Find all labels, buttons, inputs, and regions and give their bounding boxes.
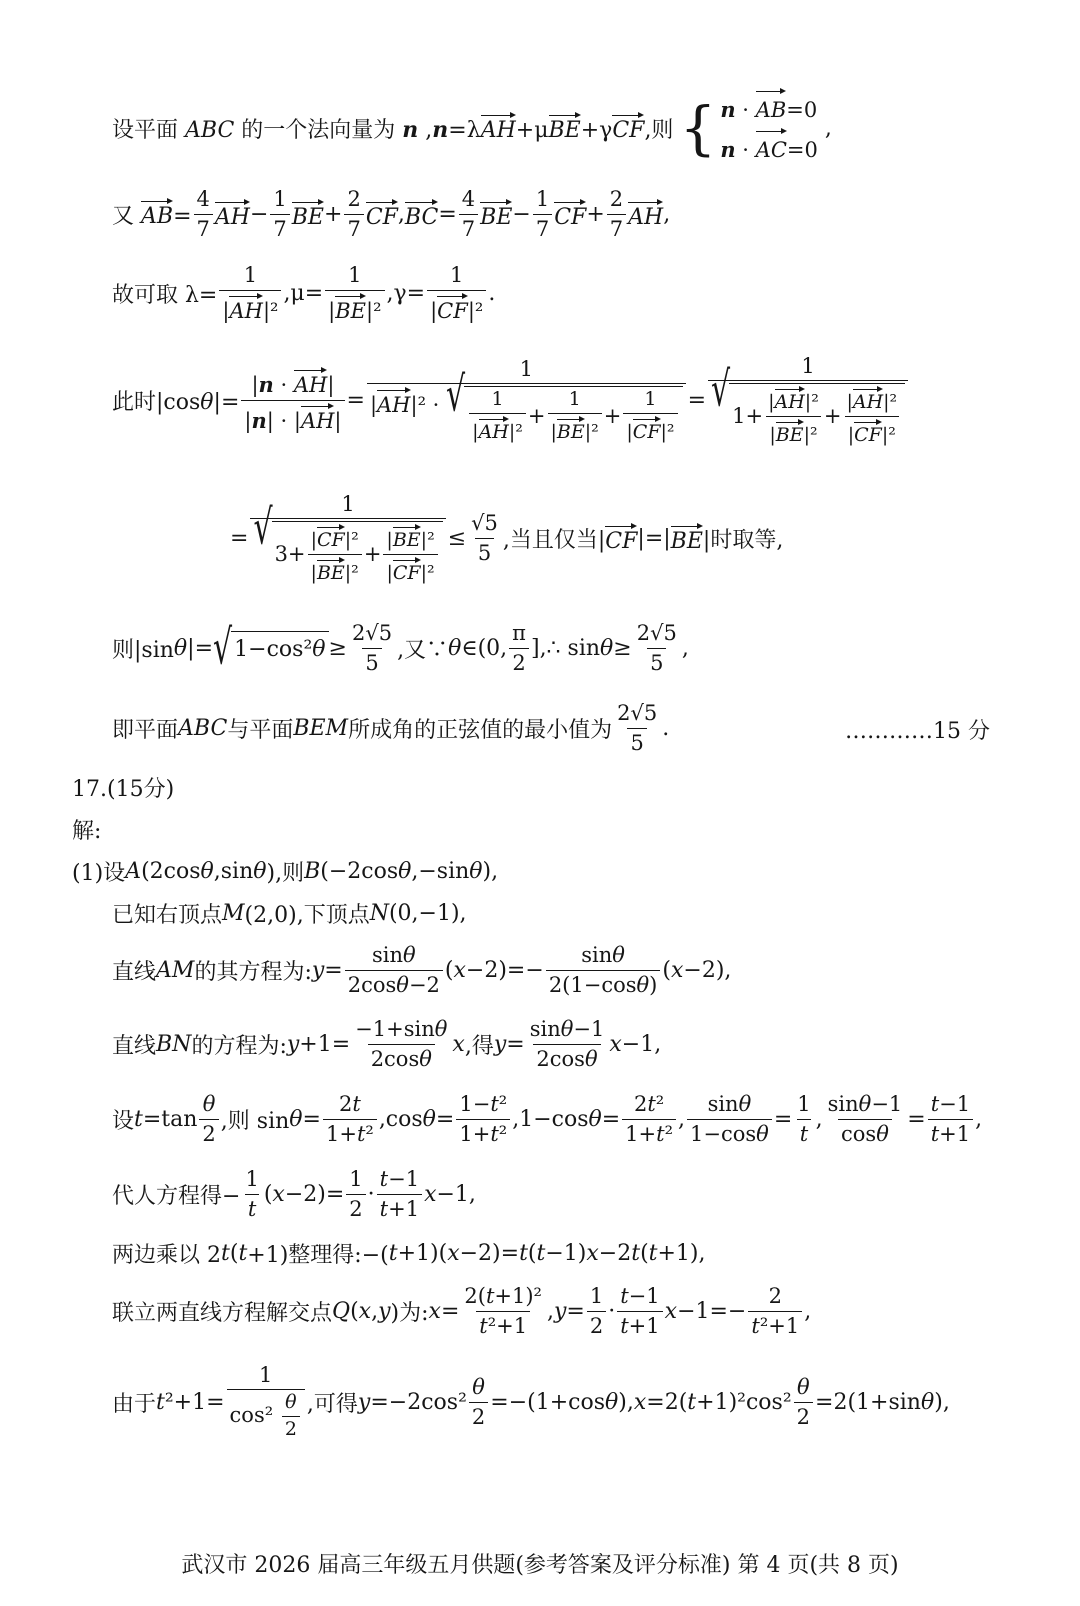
q17-line-8: 联立两直线方程解交点 Q ( x , y )为: x = $\frac{\text{2(t+1)²}}{\text{t²+1}}$ , y = $\frac{1}{2}$ · $\frac{t-1}{t+1}$ x −1=− $\frac{2}{\text{t²+1}}$ , — [112, 1284, 812, 1338]
conclusion-line: 即平面 ABC 与平面 BEM 所成角的正弦值的最小值为 $\frac{2√5}{5}$ . — [112, 701, 670, 755]
q17-line-9: 由于 t ²+1= 1 cos² $\frac{\theta}{2}$ ,可得 y =−2cos² $\frac{\theta}{2}$ =−(1+cos θ ), x =2( t +1)²cos² $\frac{\theta}{2}$ =2(1+sin θ ), — [112, 1363, 950, 1441]
normal-vector-line: 设平面 ABC 的一个法向量为 n ,n=λAH+μBE+γCF,则 { n · AB=0 n · AC=0 , — [112, 88, 1040, 168]
page-footer: 武汉市 2026 届高三年级五月供题(参考答案及评分标准) 第 4 页(共 8 页) — [181, 1553, 899, 1578]
q17-line-4: 直线 BN 的方程为: y +1= $\frac{-1+\sin\theta}{2\cos\theta}$ x ,得 y = $\frac{\sin\theta-1}{2\cos\theta}$ x −1, — [112, 1017, 662, 1071]
sin-line: 则|sin θ |= √ 1−cos² θ ≥ $\frac{2√5}{5}$ ,又∵ θ ∈(0, $\frac{\pi}{2}$ ],∴ sin θ ≥ $\frac{2√5}{5}$ , — [112, 620, 689, 676]
q17-line-1: (1)设 A (2cos θ ,sin θ ),则 B (−2cos θ ,−sin θ ), — [72, 858, 499, 886]
q17-title: 17.(15分) — [72, 776, 175, 802]
score-15: …………15 分 — [845, 719, 990, 744]
q17-line-3: 直线 AM 的其方程为: y = $\frac{\sin\theta}{2\cos\theta-2}$ ( x −2)=− $\frac{\sin\theta}{2(1-\cos\theta)}$ ( x −2), — [112, 943, 732, 997]
q17-line-6: 代人方程得− $\frac{1}{t}$ ( x −2)= $\frac{1}{2}$ · $\frac{t-1}{t+1}$ x −1, — [112, 1167, 476, 1221]
system-brace: { — [679, 94, 717, 162]
cos-line-2: = 1 √ 3+ $\frac{\text{|CF|²}}{\text{|BE|²}}$ + $\frac{\text{|BE|²}}{\text{|CF|²}}$ ≤ $\frac{√5}{5}$ ,当且仅当| CF |=| BE |时取等, — [230, 491, 784, 584]
q17-line-7: 两边乘以 2 t ( t +1)整理得:−( t +1)( x −2)= t ( t −1) x −2 t ( t +1), — [112, 1240, 706, 1268]
q17-line-5: 设 t =tan $\frac{\theta}{2}$ ,则 sin θ = $\frac{2t}{\text{1+t²}}$ ,cos θ = $\frac{\text{1−t²}}{\text{1+t²}}$ ,1−cos θ = $\frac{\text{2t²}}{\text{1+t²}}$ , $\frac{\sin\theta}{1-\cos\theta}$ = $\frac{1}{t}$ , $\frac{\sin\theta-1}{\cos\theta}$ = $\frac{t-1}{t+1}$ , — [112, 1092, 983, 1146]
q17-line-2: 已知右顶点 M (2,0),下顶点 N (0,−1), — [112, 900, 467, 928]
ab-bc-line: 又 AB= $\frac{4}{7}$ AH − $\frac{1}{7}$ BE + $\frac{2}{7}$ CF , BC = $\frac{4}{7}$ BE − $\frac{1}{7}$ CF + $\frac{2}{7}$ AH , — [112, 187, 671, 241]
equation-system: n · AB=0 n · AC=0 — [720, 88, 818, 167]
cos-line-1: 此时|cosθ|= $\frac{|n \cdot AH|}{|n| \cdot |AH|}$ = 1 |AH|² · √ $\frac{1}{\text{|AH|²}}$ + $\frac{1}{\text{|BE|²}}$ + $\frac{1}{\text{|CF|²}}$ = 1 √ 1+ $\frac{\text{|AH|²}}{\text{|BE|²}}$ + $\frac{\text{|AH|²}}{\text{|CF|²}}$ — [112, 340, 1040, 460]
q17-jie: 解: — [72, 818, 102, 844]
lambda-line: 故可取 λ= $\frac{1}{\text{|AH|²}}$ ,μ= $\frac{1}{\text{|BE|²}}$ ,γ= $\frac{1}{\text{|CF|²}}$ . — [112, 263, 496, 323]
